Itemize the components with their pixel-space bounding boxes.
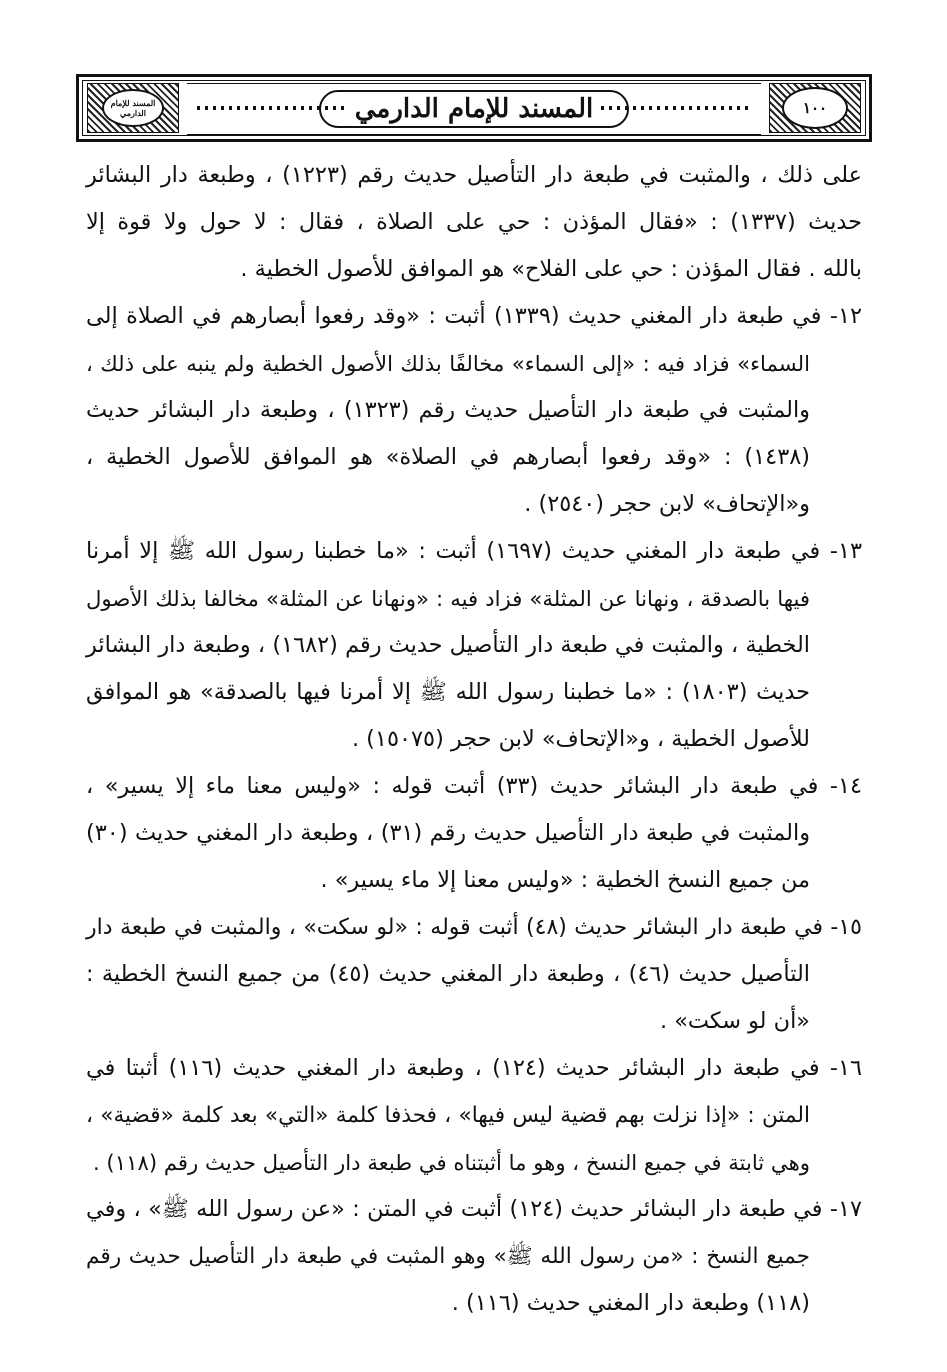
intro-paragraph (86, 152, 862, 293)
text-line: على ذلك ، والمثبت في طبعة دار التأصيل حديث رقم (١٢٢٣) ، وطبعة دار البشائر (86, 162, 862, 188)
text-line: ١٦- في طبعة دار البشائر حديث (١٢٤) ، وطبعة دار المغني حديث (١١٦) أثبتا في (86, 1055, 862, 1081)
text-line: والمثبت في طبعة دار التأصيل حديث رقم (١٣٢٣) ، وطبعة دار البشائر حديث (86, 397, 810, 423)
text-line: التأصيل حديث (٤٦) ، وطبعة دار المغني حديث (٤٥) من جميع النسخ الخطية : (86, 961, 810, 987)
body-text (86, 152, 862, 1327)
text-line: والمثبت في طبعة دار التأصيل حديث رقم (٣١) ، وطبعة دار المغني حديث (٣٠) (86, 820, 811, 846)
page-number-ornament (769, 83, 861, 133)
text-line: للأصول الخطية ، و«الإتحاف» لابن حجر (١٥٠٧٥) . (351, 726, 810, 752)
text-line: ١٧- في طبعة دار البشائر حديث (١٢٤) أثبت في المتن : «عن رسول الله ﷺ» ، وفي (86, 1196, 862, 1222)
note-item-13 (86, 528, 862, 763)
book-emblem-icon: المسند للإمام الدارمي (102, 89, 164, 127)
text-line: (١١٨) وطبعة دار المغني حديث (١١٦) . (451, 1290, 810, 1316)
text-line: «أن لو سكت» . (659, 1008, 810, 1034)
text-line: الخطية ، والمثبت في طبعة دار التأصيل حديث رقم (١٦٨٢) ، وطبعة دار البشائر (86, 632, 810, 658)
text-line: ١٢- في طبعة دار المغني حديث (١٣٣٩) أثبت : «وقد رفعوا أبصارهم في الصلاة إلى (86, 303, 863, 329)
emblem-ornament (87, 83, 179, 133)
note-item-14 (86, 763, 862, 904)
text-line: من جميع النسخ الخطية : «وليس معنا إلا ماء يسير» . (320, 867, 810, 893)
text-line: فيها بالصدقة ، ونهانا عن المثلة» فزاد فيه : «ونهانا عن المثلة» مخالفا بذلك الأصول (86, 586, 810, 611)
note-item-15 (86, 904, 862, 1045)
band-decoration-right (601, 106, 751, 110)
band-decoration-left (197, 106, 347, 110)
text-line: ١٥- في طبعة دار البشائر حديث (٤٨) أثبت قوله : «لو سكت» ، والمثبت في طبعة دار (86, 915, 862, 940)
note-item-16 (86, 1045, 862, 1186)
page-header (76, 74, 872, 142)
title-band (187, 83, 761, 135)
text-line: السماء» فزاد فيه : «إلى السماء» مخالفًا بذلك الأصول الخطية ولم ينبه على ذلك ، (86, 351, 810, 376)
running-title: المسند للإمام الدارمي (319, 90, 630, 128)
text-line: بالله . فقال المؤذن : حي على الفلاح» هو الموافق للأصول الخطية . (240, 256, 862, 282)
note-item-12 (86, 293, 862, 528)
text-line: ١٤- في طبعة دار البشائر حديث (٣٣) أثبت قوله : «وليس معنا ماء إلا يسير» ، (86, 773, 862, 799)
text-line: (١٤٣٨) : «وقد رفعوا أبصارهم في الصلاة» هو الموافق للأصول الخطية ، (86, 444, 810, 470)
note-item-17 (86, 1186, 862, 1327)
text-line: حديث (١٣٣٧) : «فقال المؤذن : حي على الصلاة ، فقال : لا حول ولا قوة إلا (86, 209, 862, 235)
text-line: و«الإتحاف» لابن حجر (٢٥٤٠) . (524, 491, 810, 517)
text-line: المتن : «إذا نزلت بهم قضية ليس فيها» ، فحذفا كلمة «التي» بعد كلمة «قضية» ، (86, 1103, 810, 1128)
text-line: ١٣- في طبعة دار المغني حديث (١٦٩٧) أثبت : «ما خطبنا رسول الله ﷺ إلا أمرنا (86, 538, 862, 564)
text-line: حديث (١٨٠٣) : «ما خطبنا رسول الله ﷺ إلا أمرنا فيها بالصدقة» هو الموافق (86, 679, 810, 705)
text-line: جميع النسخ : «من رسول الله ﷺ» وهو المثبت في طبعة دار التأصيل حديث رقم (86, 1244, 810, 1269)
text-line: وهي ثابتة في جميع النسخ ، وهو ما أثبتناه في طبعة دار التأصيل حديث رقم (١١٨) . (92, 1150, 810, 1175)
page-number: ١٠٠ (782, 87, 848, 129)
